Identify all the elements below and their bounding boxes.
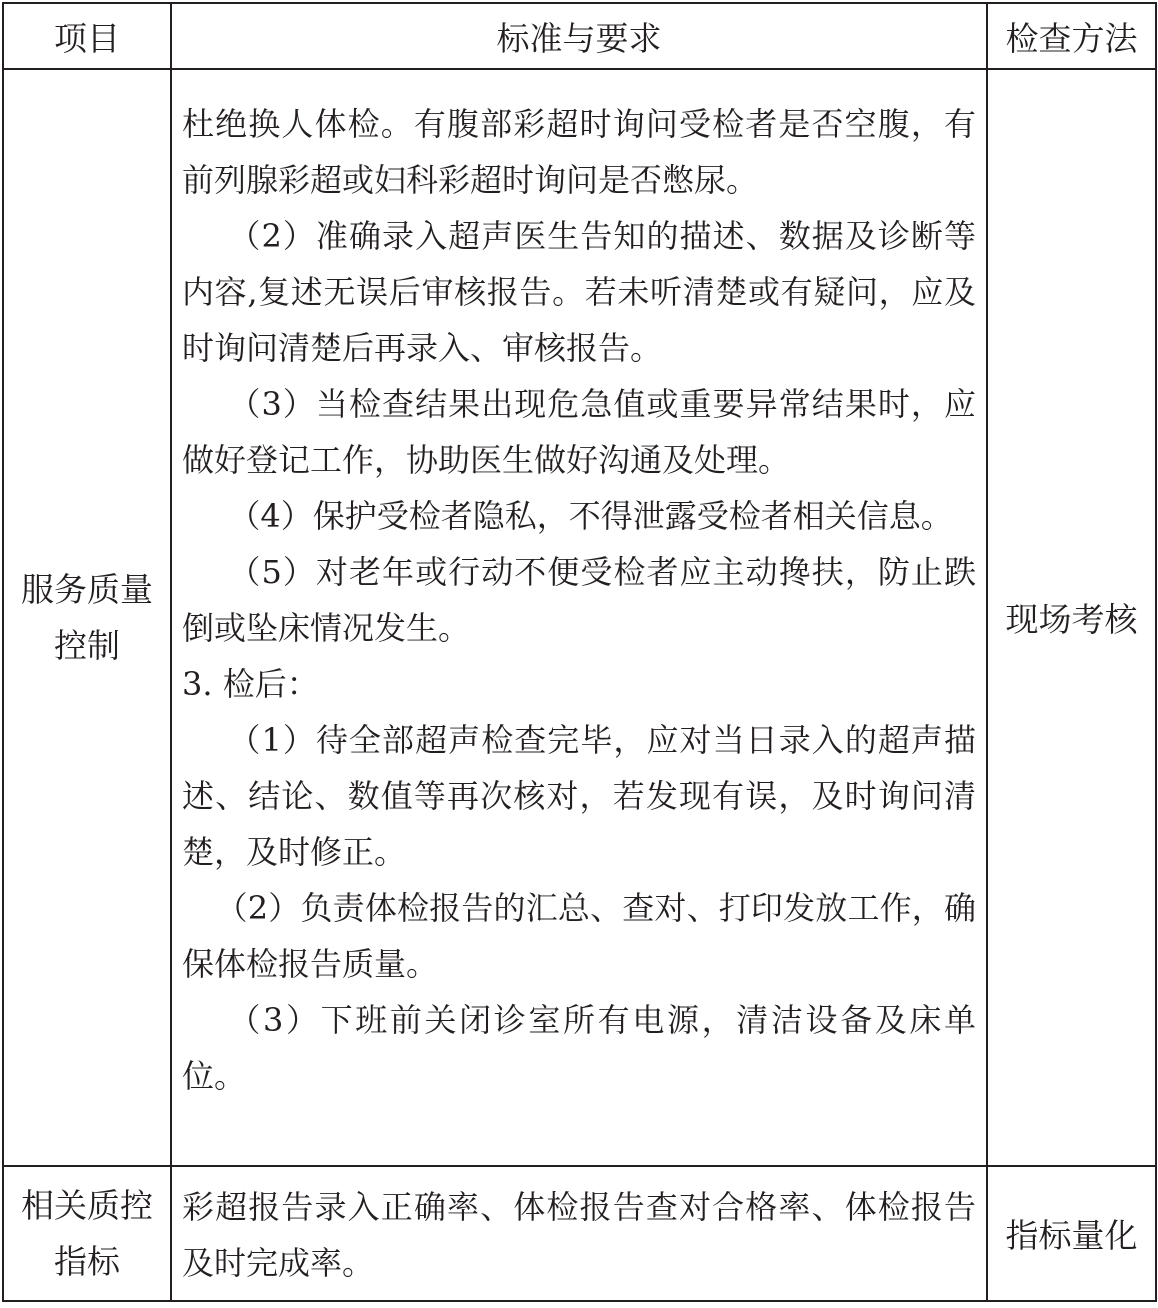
standard-paragraph: （2）负责体检报告的汇总、查对、打印发放工作，确保体检报告质量。 <box>182 889 976 983</box>
standard-paragraph: （3）当检查结果出现危急值或重要异常结果时，应做好登记工作，协助医生做好沟通及处理。 <box>182 385 976 479</box>
item-label-line: 控制 <box>54 625 120 665</box>
standard-cell <box>171 1166 987 1301</box>
standard-paragraph: 杜绝换人体检。有腹部彩超时询问受检者是否空腹，有前列腺彩超或妇科彩超时询问是否憋尿。 <box>182 105 976 199</box>
standard-paragraph: （2）准确录入超声医生告知的描述、数据及诊断等内容,复述无误后审核报告。若未听清楚或有疑问，应及时询问清楚后再录入、审核报告。 <box>182 217 976 367</box>
standard-paragraph: （1）待全部超声检查完毕，应对当日录入的超声描述、结论、数值等再次核对，若发现有误，及时询问清楚，及时修正。 <box>182 721 976 871</box>
item-cell <box>3 69 171 1166</box>
standard-cell <box>171 69 987 1166</box>
header-row <box>3 3 1156 69</box>
header-item: 项目 <box>3 3 171 69</box>
quality-control-table <box>2 2 1157 1302</box>
standard-paragraph: （5）对老年或行动不便受检者应主动搀扶，防止跌倒或坠床情况发生。 <box>182 553 976 647</box>
table-row <box>3 69 1156 1166</box>
item-cell <box>3 1166 171 1301</box>
header-method: 检查方法 <box>987 3 1156 69</box>
method-cell: 指标量化 <box>987 1166 1156 1301</box>
item-label-line: 服务质量 <box>21 569 153 609</box>
header-standard: 标准与要求 <box>171 3 987 69</box>
standard-section-heading: 3. 检后： <box>182 665 319 703</box>
table-row <box>3 1166 1156 1301</box>
standard-paragraph: 彩超报告录入正确率、体检报告查对合格率、体检报告及时完成率。 <box>182 1188 976 1282</box>
standard-paragraph: （4）保护受检者隐私，不得泄露受检者相关信息。 <box>228 497 953 535</box>
item-label-line: 相关质控 <box>21 1185 153 1225</box>
item-label-line: 指标 <box>54 1241 120 1281</box>
standard-paragraph: （3）下班前关闭诊室所有电源，清洁设备及床单位。 <box>182 1001 976 1095</box>
method-cell: 现场考核 <box>987 69 1156 1166</box>
